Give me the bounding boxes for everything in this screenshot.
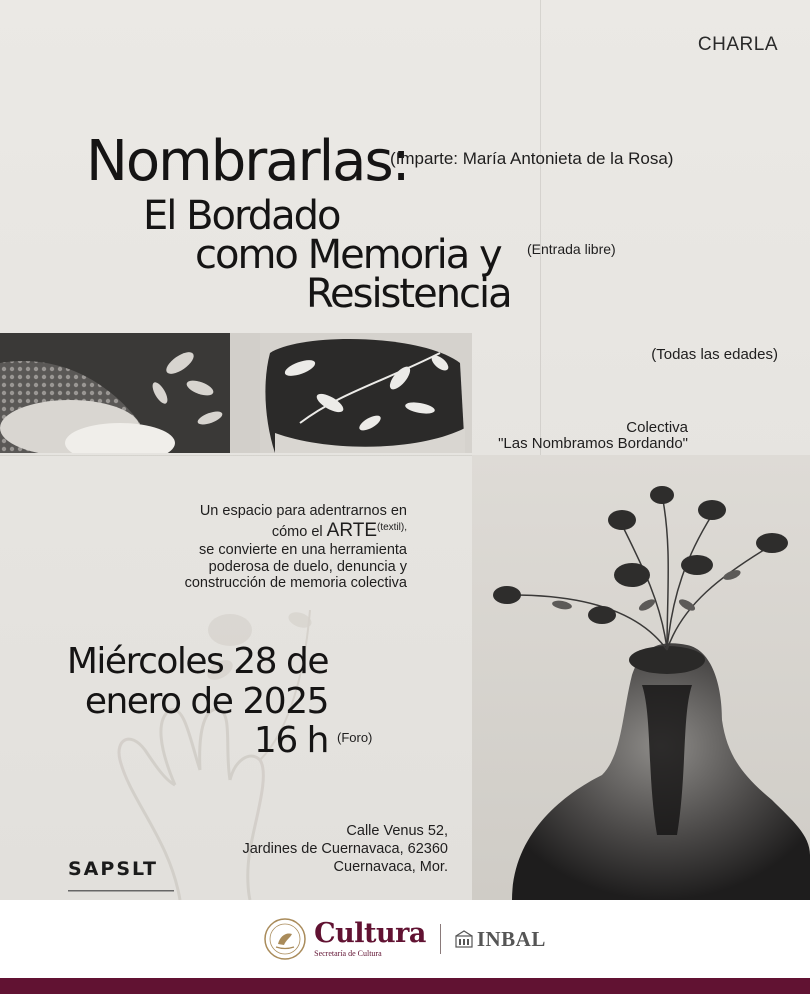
description-line-2: cómo el $ARTE^{(textil),}$: [271, 519, 407, 541]
sapslt-tagline-graphic: [68, 889, 174, 893]
title-line-1: Nombrarlas:: [86, 129, 409, 194]
entry-note: (Entrada libre): [527, 241, 616, 257]
title-line-4: Resistencia: [306, 271, 511, 317]
date-line-1: Miércoles 28 de: [66, 641, 328, 682]
head-flowers-photo: [472, 455, 810, 900]
venue-note: (Foro): [337, 730, 373, 745]
inbal-logo: [455, 927, 546, 952]
title-line-2: El Bordado: [143, 193, 340, 239]
event-date: [67, 642, 328, 761]
collective-name: "Las Nombramos Bordando": [498, 434, 688, 452]
national-seal-icon: [264, 918, 306, 960]
address-line-2: Jardines de Cuernavaca, 62360: [242, 841, 448, 858]
description-line-3: se convierte en una herramienta: [199, 541, 407, 558]
description-line-5: construcción de memoria colectiva: [184, 575, 407, 592]
sapslt-logo: [68, 858, 174, 898]
collective-label: Colectiva: [626, 419, 688, 436]
event-time: 16 h: [253, 720, 328, 762]
sapslt-wordmark: SAPSLT: [68, 858, 158, 880]
ages-note: (Todas las edades): [651, 346, 778, 363]
instructor-note: (Imparte: María Antonieta de la Rosa): [390, 149, 674, 168]
inbal-label: INBAL: [476, 926, 546, 951]
description-line-4: poderosa de duelo, denuncia y: [208, 558, 407, 575]
footer-color-bar: [0, 978, 810, 994]
cultura-subtitle: Secretaría de Cultura: [314, 949, 382, 958]
palace-icon: [455, 930, 473, 948]
event-category: CHARLA: [697, 34, 778, 55]
title-line-3: como Memoria y: [195, 232, 501, 278]
arte-highlight: ARTE: [326, 519, 377, 541]
cultura-logo: [314, 920, 426, 958]
logo-divider: [440, 924, 441, 954]
address-line-1: Calle Venus 52,: [346, 823, 448, 839]
event-description: [185, 503, 407, 592]
cultura-label: Cultura: [314, 918, 426, 949]
embroidery-photo-strip: [0, 333, 472, 453]
collective-credit: [498, 420, 688, 452]
footer-logos: [0, 918, 810, 960]
address-line-3: Cuernavaca, Mor.: [333, 859, 448, 876]
description-line-1: Un espacio para adentrarnos en: [199, 503, 407, 519]
event-address: [242, 822, 448, 876]
date-line-2: enero de 2025: [84, 680, 328, 722]
